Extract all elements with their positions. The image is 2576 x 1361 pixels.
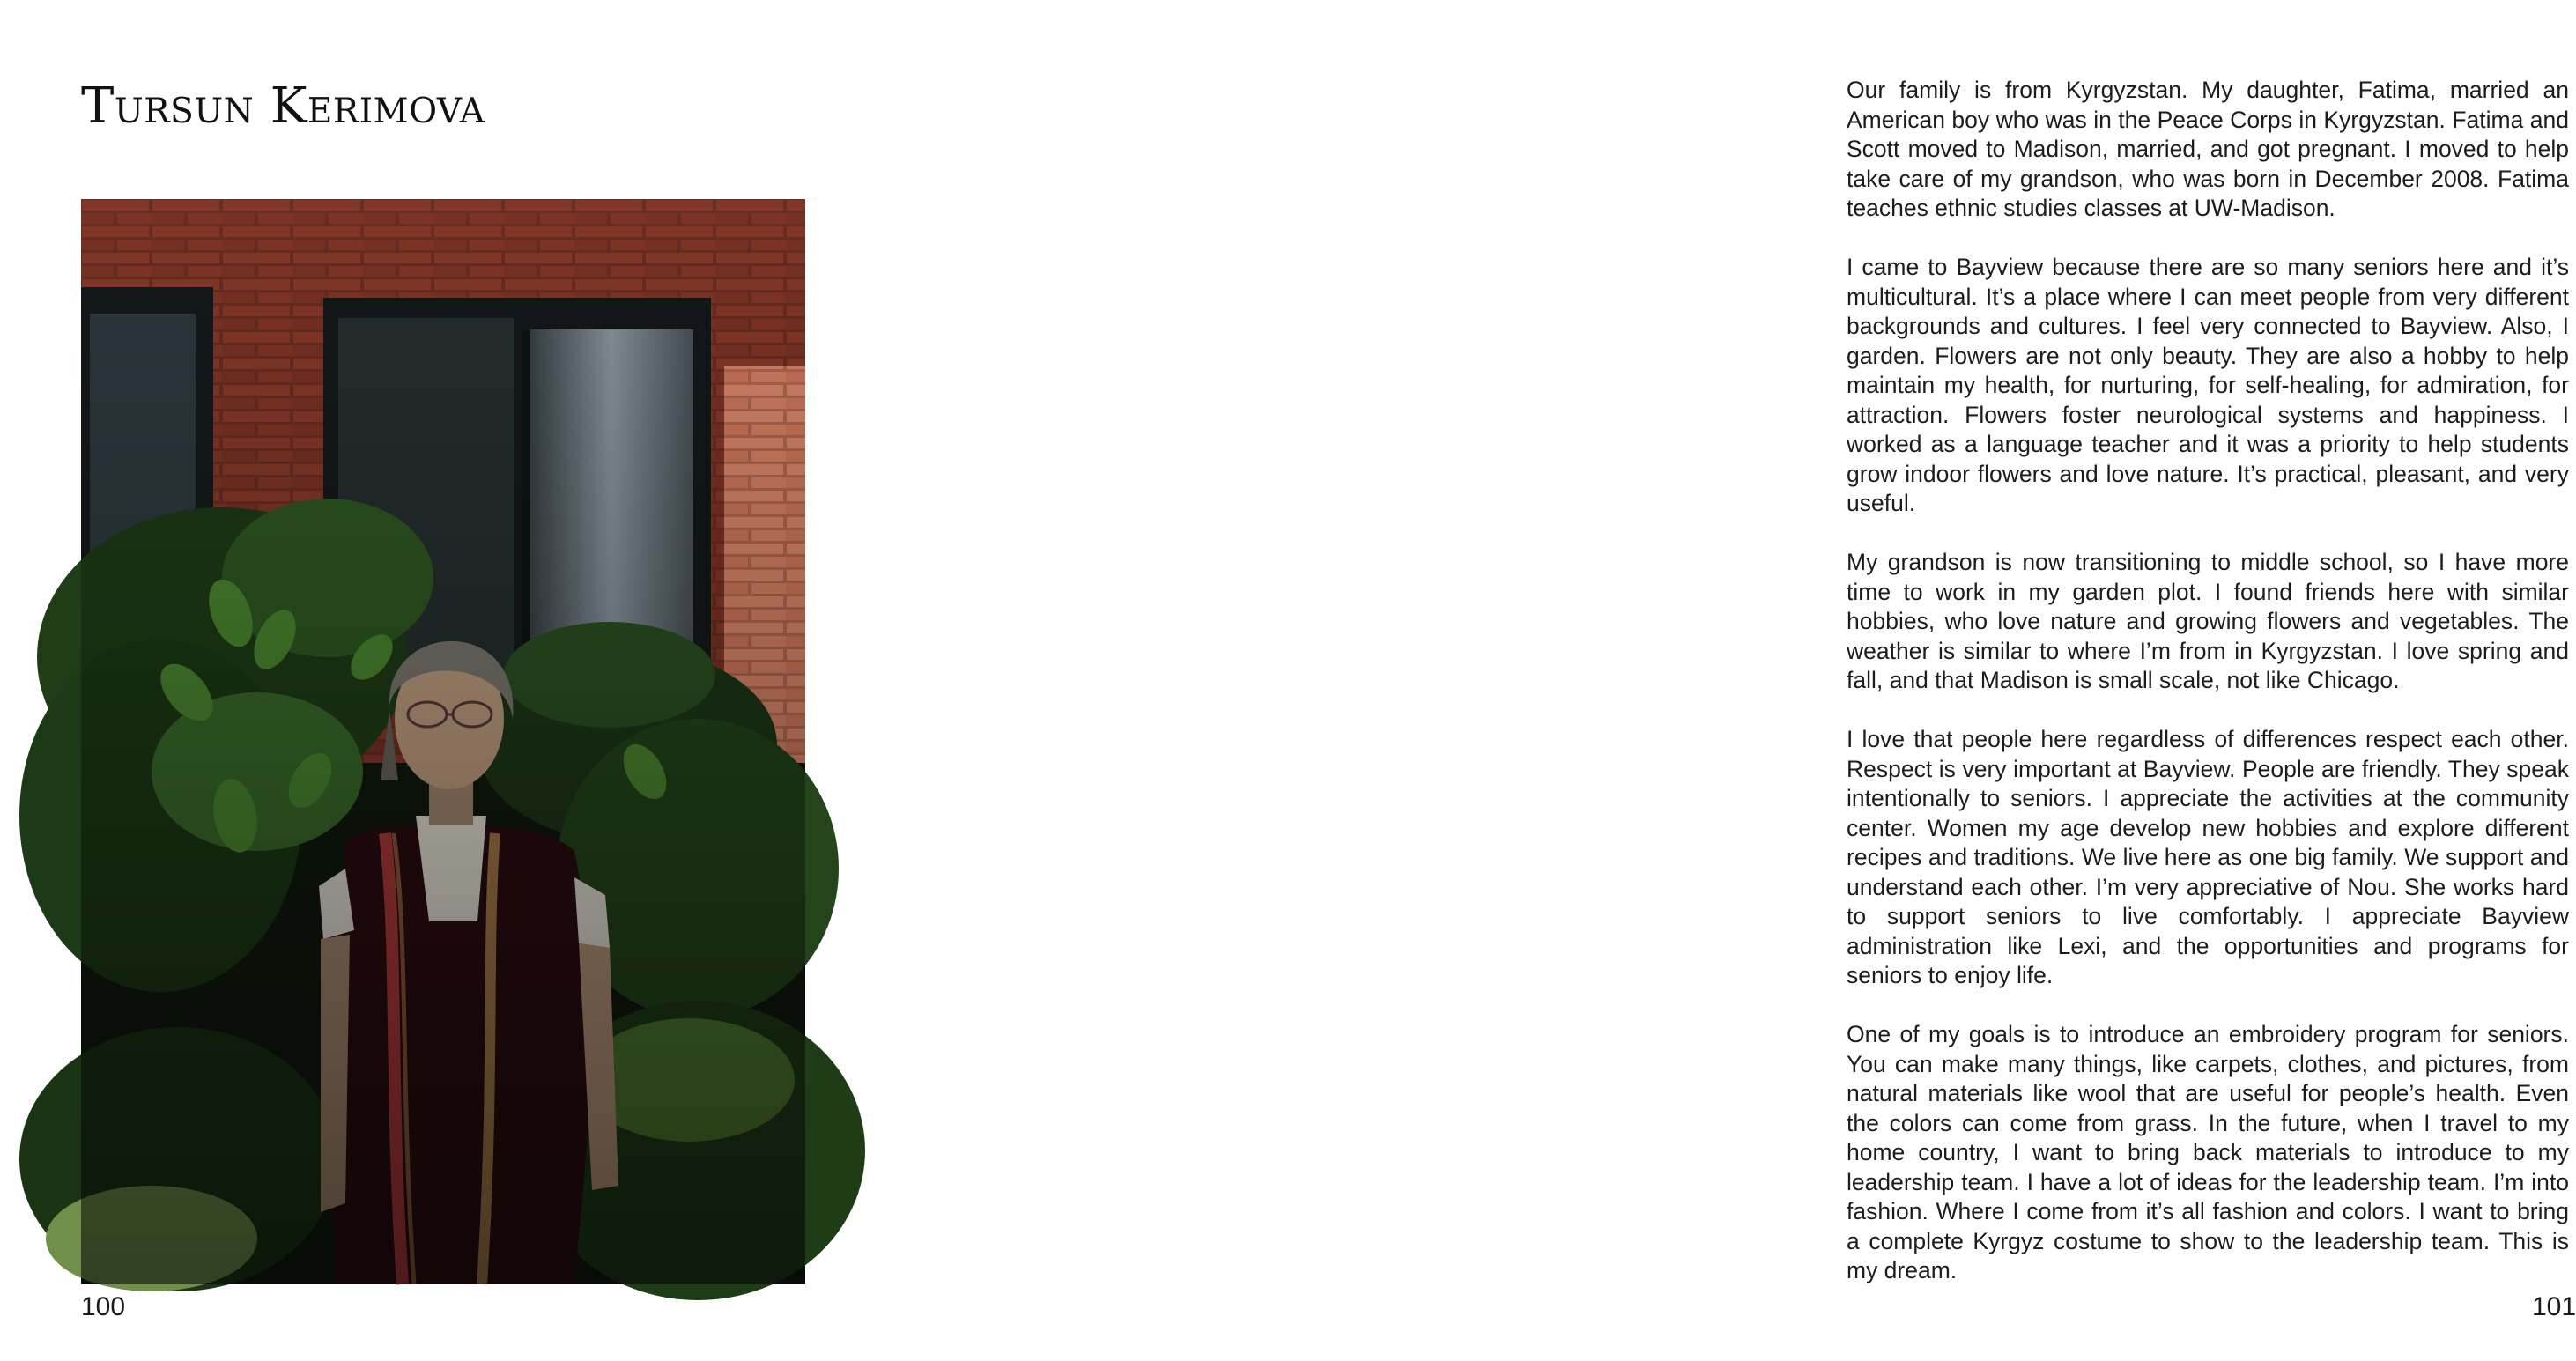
paragraph-5: One of my goals is to introduce an embroidery program for seniors. You can make many things, like carpets, clothes, and pictures, from natural materials like wool that are useful for people’s health. Even the colors can come from grass. In the future, when I travel to my home country, I want to bring back materials to introduce to my leadership team. I have a lot of ideas for the leadership team. I’m into fashion. Where I come from it’s all fashion and colors. I want to bring a complete Kyrgyz costume to show to the leadership team. This is my dream. [1847, 1021, 2569, 1283]
left-page [0, 0, 881, 1361]
paragraph-1: Our family is from Kyrgyzstan. My daughter, Fatima, married an American boy who was in the Peace Corps in Kyrgyzstan. Fatima and Scott moved to Madison, married, and got pregnant. I moved to help take care of my grandson, who was born in December 2008. Fatima teaches ethnic studies classes at UW-Madison. [1847, 77, 2569, 221]
paragraph-3: My grandson is now transitioning to middle school, so I have more time to work in my garden plot. I found friends here with similar hobbies, who love nature and growing flowers and vegetables. The weather is similar to where I’m from in Kyrgyzstan. I love spring and fall, and that Madison is small scale, not like Chicago. [1847, 549, 2569, 693]
right-page [881, 0, 2576, 1361]
page-number-right: 101 [2532, 1292, 2576, 1321]
paragraph-2: I came to Bayview because there are so many seniors here and it’s multicultural. It’s a place where I can meet people from very different backgrounds and cultures. I feel very connected to Bayview. Also, I garden. Flowers are not only beauty. They are also a hobby to help maintain my health, for nurturing, for self-healing, for admiration, for attraction. Flowers foster neurological systems and happiness. I worked as a language teacher and it was a priority to help students grow indoor flowers and love nature. It’s practical, pleasant, and very useful. [1847, 254, 2569, 516]
portrait-photo [81, 199, 805, 1284]
page-number-left: 100 [81, 1292, 126, 1321]
page-title: Tursun Kerimova [81, 78, 485, 135]
story-text [1847, 76, 2569, 1286]
paragraph-4: I love that people here regardless of differences respect each other. Respect is very important at Bayview. People are friendly. They speak intentionally to seniors. I appreciate the activities at the community center. Women my age develop new hobbies and explore different recipes and traditions. We live here as one big family. We support and understand each other. I’m very appreciative of Nou. She works hard to support seniors to live comfortably. I appreciate Bayview administration like Lexi, and the opportunities and programs for seniors to enjoy life. [1847, 726, 2569, 988]
